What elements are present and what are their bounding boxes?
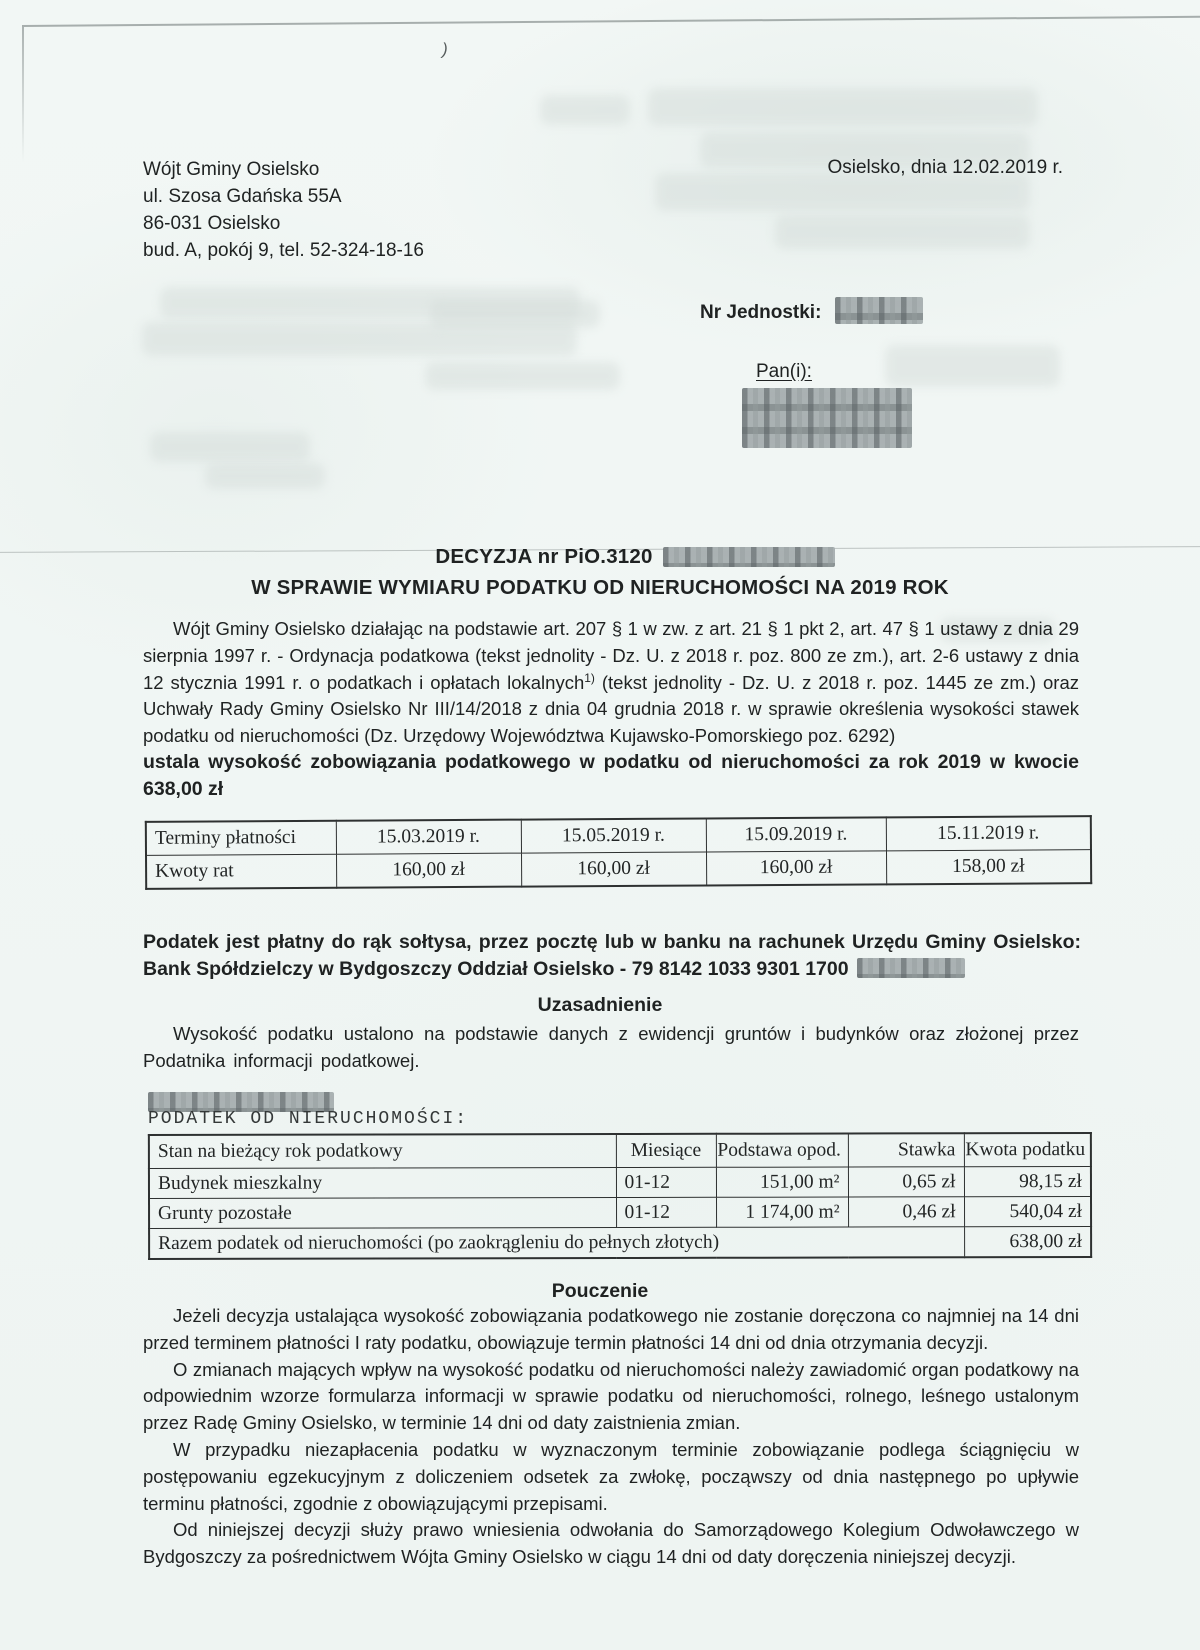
tax-base: 1 174,00 m² [716, 1197, 848, 1227]
scan-artifact-mark: ) [440, 39, 450, 60]
instruction-heading: Pouczenie [551, 1280, 649, 1302]
paper-fold-line-top [22, 16, 1200, 27]
tax-determination: ustala wysokość zobowiązania podatkowego w podatku od nieruchomości za rok 2019 w kwocie 638,00 zł [143, 751, 1079, 800]
row-label: Terminy płatności [146, 821, 336, 856]
column-header: Stawka [848, 1133, 964, 1167]
legal-basis-paragraph [143, 616, 1079, 750]
due-date: 15.09.2019 r. [706, 817, 886, 852]
instruction-paragraph: Od niniejszej decyzji służy prawo wniesienia odwołania do Samorządowego Kolegium Odwoławczego w Bydgoszczy za pośrednictwem Wójta Gminy Osielsko w ciągu 14 dni od daty doręczenia niniejszej decyzji. [143, 1519, 1079, 1568]
instruction-paragraph: Jeżeli decyzja ustalająca wysokość zobowiązania podatkowego nie zostanie doręczona co najmniej na 14 dni przed terminem płatności I raty podatku, obowiązuje termin płatności 14 dni od dnia otrzymania decyzji. [143, 1305, 1079, 1353]
due-date: 15.11.2019 r. [886, 816, 1091, 851]
justification-heading: Uzasadnienie [537, 994, 663, 1016]
tax-amount: 98,15 zł [964, 1167, 1091, 1197]
decision-title-block [0, 545, 1200, 600]
footnote-marker: 1) [584, 670, 595, 685]
column-header: Miesiące [616, 1134, 716, 1168]
decision-subtitle: W SPRAWIE WYMIARU PODATKU OD NIERUCHOMOŚCI NA 2019 ROK [251, 576, 949, 599]
total-amount: 638,00 zł [964, 1227, 1091, 1258]
tax-rate: 0,65 zł [848, 1167, 964, 1197]
recipient-address-redacted [742, 388, 912, 448]
column-header: Stan na bieżący rok podatkowy [149, 1134, 616, 1168]
sender-address [143, 156, 424, 264]
sender-line: bud. A, pokój 9, tel. 52-324-18-16 [143, 240, 424, 261]
tax-item: Budynek mieszkalny [149, 1168, 616, 1199]
tax-base: 151,00 m² [716, 1167, 848, 1197]
table-row [149, 1167, 1091, 1199]
unit-number-redacted [835, 297, 923, 324]
payment-instructions [143, 929, 1081, 983]
column-header: Podstawa opod. [716, 1134, 848, 1168]
table-total-row [149, 1227, 1091, 1259]
instruction-section [143, 1303, 1079, 1571]
sender-line: 86-031 Osielsko [143, 213, 281, 234]
installment-amount: 160,00 zł [336, 853, 521, 888]
tax-item: Grunty pozostałe [149, 1198, 616, 1229]
legal-basis-text: Wójt Gminy Osielsko działając na podstawie art. 207 § 1 w zw. z art. 21 § 1 pkt 2, art. 47 § 1 ustawy z dnia 29 sierpnia 1997 r. - Ordynacja podatkowa (tekst jednolity - Dz. U. z 2018 r. poz. 800 ze zm.), art. 2-6 ustawy z dnia 12 stycznia 1991 r. o podatkach i opłatach lokalnych [143, 618, 1079, 693]
due-date: 15.03.2019 r. [336, 820, 521, 855]
unit-number-label: Nr Jednostki: [700, 302, 822, 323]
instruction-paragraph: W przypadku niezapłacenia podatku w wyznaczonym terminie zobowiązanie podlega ściągnięciu w postępowaniu egzekucyjnym z doliczeniem odsetek za zwłokę, począwszy od dnia następnego po upływie terminu płatności, zgodnie z obowiązującymi przepisami. [143, 1438, 1079, 1514]
document-date: Osielsko, dnia 12.02.2019 r. [827, 157, 1063, 178]
unit-number-line [700, 297, 923, 324]
payment-instructions-text: Podatek jest płatny do rąk sołtysa, przez pocztę lub w banku na rachunek Urzędu Gminy Osielsko: Bank Spółdzielczy w Bydgoszczy Oddział Osielsko - 79 8142 1033 9301 1700 [143, 931, 1081, 980]
paper-fold-line-left [22, 27, 24, 162]
table-header-row [149, 1133, 1091, 1168]
tax-section-label: PODATEK OD NIERUCHOMOŚCI: [148, 1109, 469, 1129]
instruction-paragraph: O zmianach mających wpływ na wysokość podatku od nieruchomości należy zawiadomić organ podatkowy na odpowiednim wzorze formularza informacji w sprawie podatku od nieruchomości, rolnego, leśnego ustalonym przez Radę Gminy Osielsko, w terminie 14 dni od daty zaistnienia zmian. [143, 1358, 1079, 1434]
decision-title: DECYZJA nr PiO.3120 [435, 545, 653, 568]
tax-months: 01-12 [616, 1197, 716, 1227]
account-number-redacted [857, 958, 965, 978]
column-header: Kwota podatku [964, 1133, 1091, 1167]
table-row [149, 1197, 1091, 1229]
tax-rate: 0,46 zł [848, 1197, 964, 1227]
decision-number-redacted [663, 547, 835, 567]
sender-line: ul. Szosa Gdańska 55A [143, 186, 342, 207]
legal-basis-text-cont: (tekst jednolity - Dz. U. z 2018 r. poz. 1445 ze zm.) oraz Uchwały Rady Gminy Osielsko Nr III/14/2018 z dnia 04 grudnia 2018 r. w sprawie określenia wysokości stawek podatku od nieruchomości (Dz. Urzędowy Województwa Kujawsko-Pomorskiego poz. 6292) [143, 671, 1079, 747]
installments-table [145, 815, 1092, 890]
table-row [146, 850, 1091, 889]
installment-amount: 158,00 zł [886, 850, 1091, 885]
justification-text: Wysokość podatku ustalono na podstawie danych z ewidencji gruntów i budynków oraz złożonej przez Podatnika informacji podatkowej. [143, 1023, 1079, 1071]
property-tax-table [148, 1132, 1092, 1260]
total-label: Razem podatek od nieruchomości (po zaokrągleniu do pełnych złotych) [149, 1227, 964, 1259]
installment-amount: 160,00 zł [706, 851, 886, 886]
recipient-label: Pan(i): [756, 361, 812, 382]
row-label: Kwoty rat [146, 854, 336, 889]
tax-amount: 540,04 zł [964, 1197, 1091, 1227]
due-date: 15.05.2019 r. [521, 818, 706, 853]
installment-amount: 160,00 zł [521, 852, 706, 887]
tax-months: 01-12 [616, 1167, 716, 1197]
sender-line: Wójt Gminy Osielsko [143, 159, 320, 180]
